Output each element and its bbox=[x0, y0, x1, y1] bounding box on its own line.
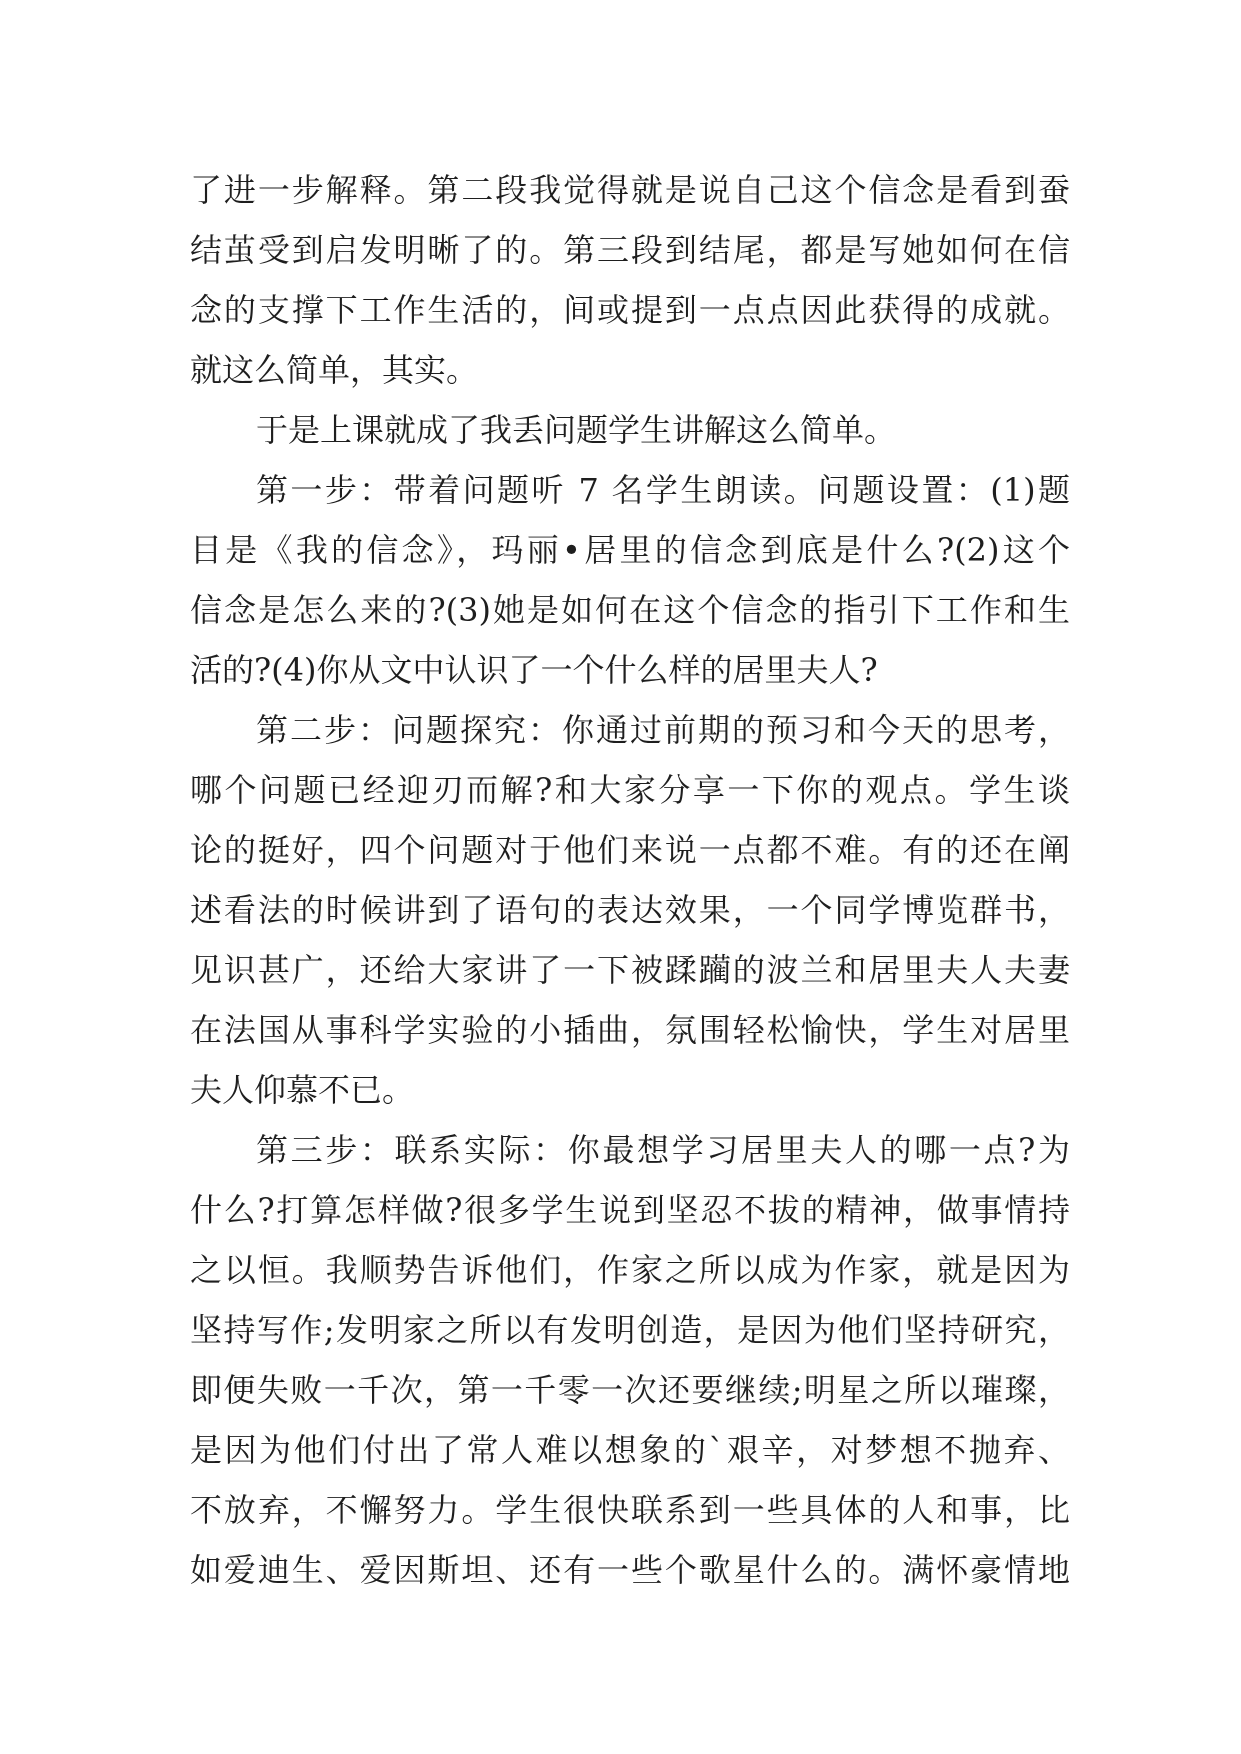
body-text bbox=[190, 160, 1070, 1600]
text-line: 信念是怎么来的?(3)她是如何在这个信念的指引下工作和生 bbox=[190, 591, 1070, 629]
text-line: 第三步：联系实际：你最想学习居里夫人的哪一点?为 bbox=[256, 1131, 1070, 1169]
text-line: 如爱迪生、爱因斯坦、还有一些个歌星什么的。满怀豪情地 bbox=[190, 1551, 1070, 1589]
text-line: 坚持写作;发明家之所以有发明创造，是因为他们坚持研究， bbox=[190, 1311, 1070, 1349]
text-line: 就这么简单，其实。 bbox=[190, 351, 479, 389]
paragraph bbox=[190, 400, 1070, 460]
paragraph bbox=[190, 1120, 1070, 1600]
paragraph bbox=[190, 160, 1070, 400]
text-line: 是因为他们付出了常人难以想象的`艰辛，对梦想不抛弃、 bbox=[190, 1431, 1070, 1469]
text-line: 夫人仰慕不已。 bbox=[190, 1071, 415, 1109]
paragraph bbox=[190, 460, 1070, 700]
text-line: 第二步：问题探究：你通过前期的预习和今天的思考， bbox=[256, 711, 1070, 749]
text-line: 之以恒。我顺势告诉他们，作家之所以成为作家，就是因为 bbox=[190, 1251, 1070, 1289]
text-line: 哪个问题已经迎刃而解?和大家分享一下你的观点。学生谈 bbox=[190, 771, 1070, 809]
text-line: 目是《我的信念》，玛丽•居里的信念到底是什么?(2)这个 bbox=[190, 531, 1070, 569]
text-line: 结茧受到启发明晰了的。第三段到结尾，都是写她如何在信 bbox=[190, 231, 1070, 269]
text-line: 见识甚广，还给大家讲了一下被蹂躏的波兰和居里夫人夫妻 bbox=[190, 951, 1070, 989]
text-line: 什么?打算怎样做?很多学生说到坚忍不拔的精神，做事情持 bbox=[190, 1191, 1070, 1229]
text-line: 第一步：带着问题听 7 名学生朗读。问题设置：(1)题 bbox=[256, 471, 1070, 509]
paragraph bbox=[190, 700, 1070, 1120]
text-line: 不放弃，不懈努力。学生很快联系到一些具体的人和事，比 bbox=[190, 1491, 1070, 1529]
text-line: 活的?(4)你从文中认识了一个什么样的居里夫人? bbox=[190, 651, 878, 689]
text-line: 了进一步解释。第二段我觉得就是说自己这个信念是看到蚕 bbox=[190, 171, 1070, 209]
text-line: 论的挺好，四个问题对于他们来说一点都不难。有的还在阐 bbox=[190, 831, 1070, 869]
text-line: 念的支撑下工作生活的，间或提到一点点因此获得的成就。 bbox=[190, 291, 1070, 329]
text-line: 于是上课就成了我丢问题学生讲解这么简单。 bbox=[256, 411, 897, 449]
text-line: 在法国从事科学实验的小插曲，氛围轻松愉快，学生对居里 bbox=[190, 1011, 1070, 1049]
text-line: 即便失败一千次，第一千零一次还要继续;明星之所以璀璨， bbox=[190, 1371, 1070, 1409]
text-line: 述看法的时候讲到了语句的表达效果，一个同学博览群书， bbox=[190, 891, 1070, 929]
